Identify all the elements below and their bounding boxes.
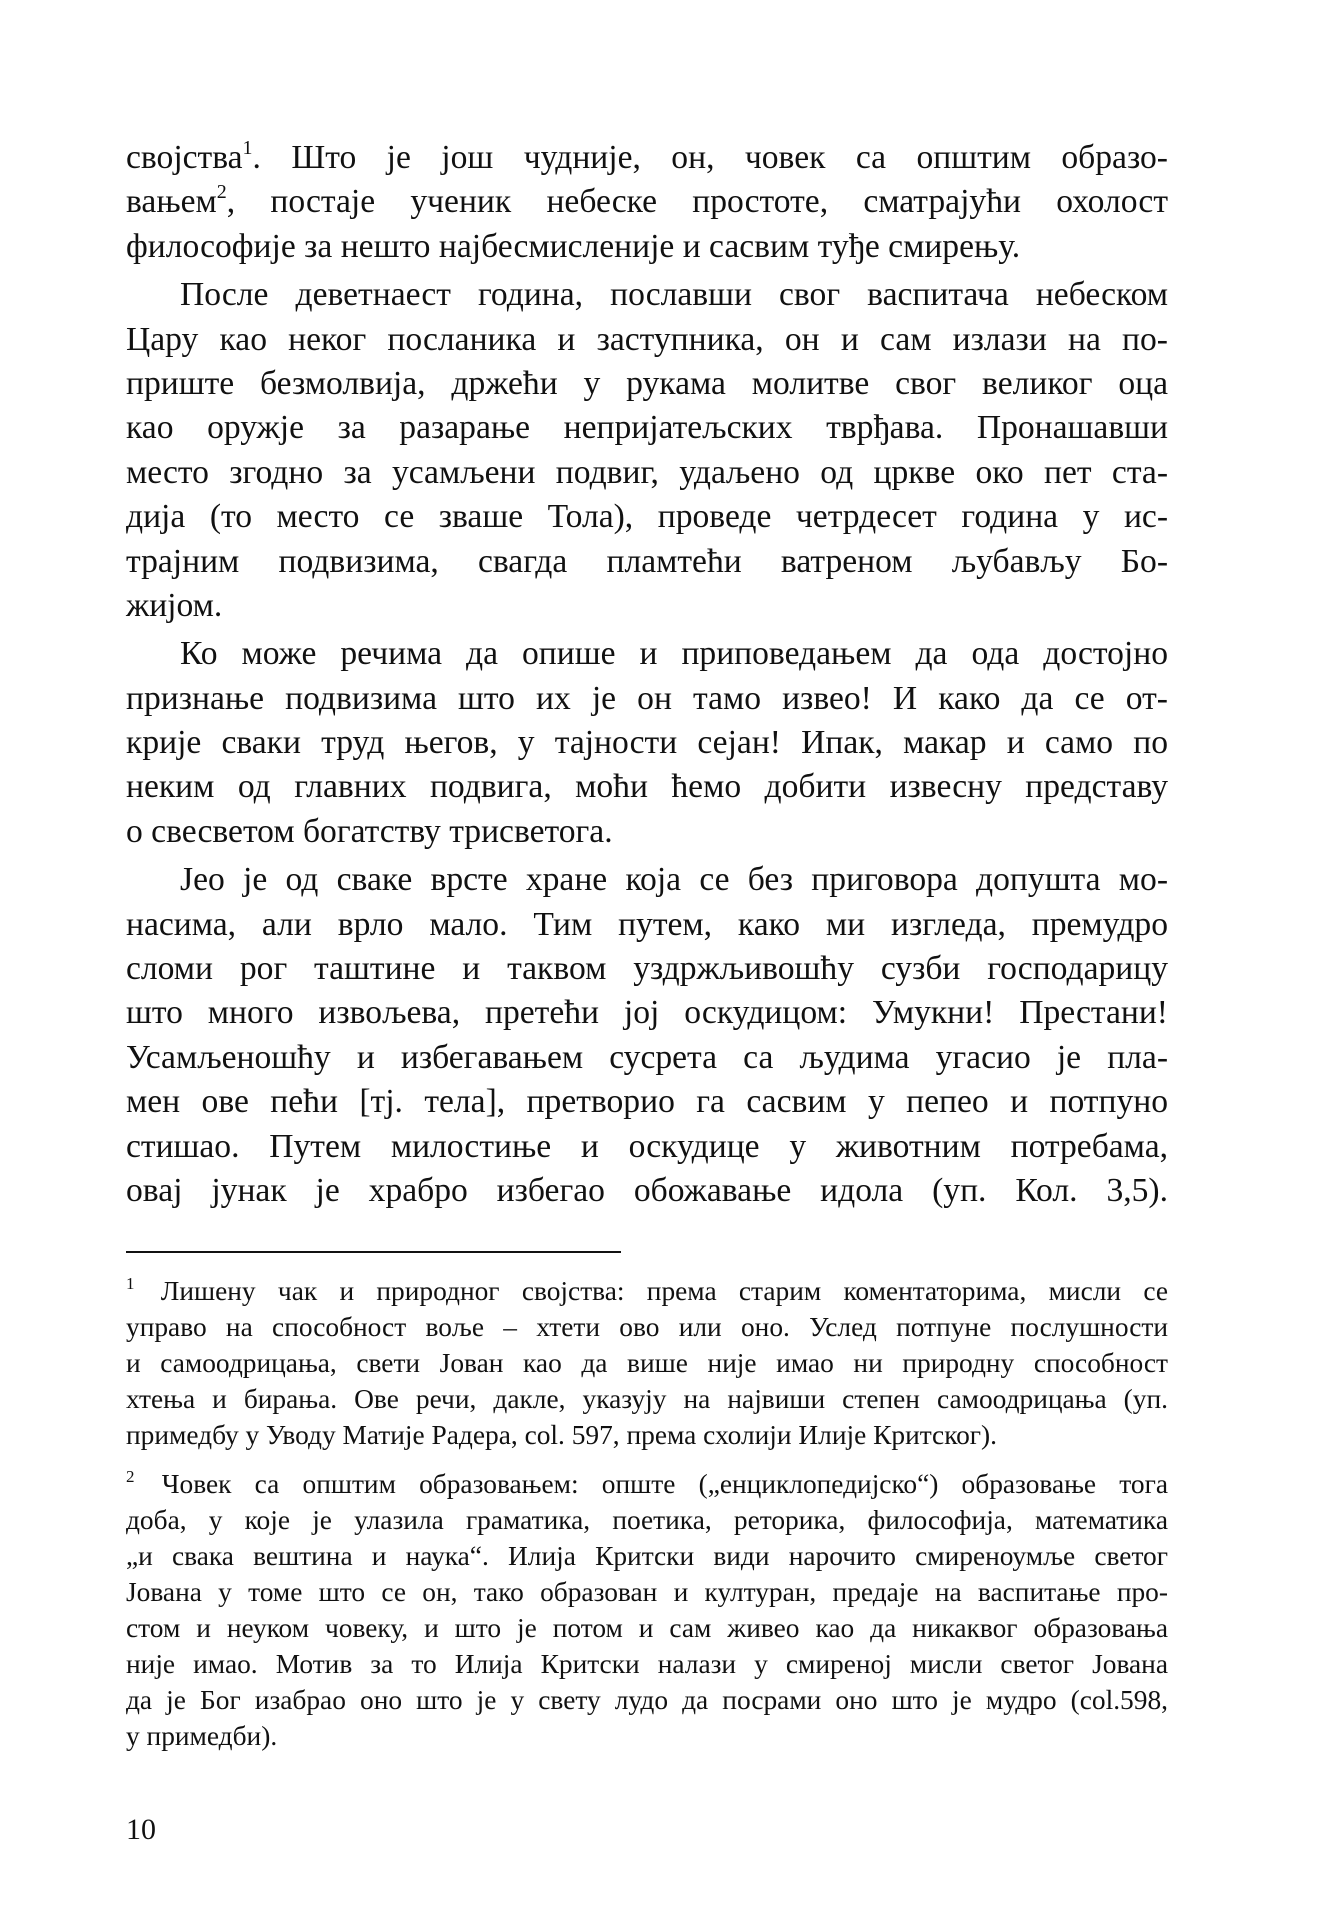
footnote-line: хтења и бирања. Ове речи, дакле, указују на највиши степен самоодрицања (уп.	[126, 1383, 1168, 1414]
footnote-1	[126, 1274, 1168, 1453]
text-line: као оружје за разарање непријатељских тврђава. Пронашавши	[126, 409, 1168, 447]
footnote-line: стом и неуком човеку, и што је потом и сам живео као да никаквог образовања	[126, 1613, 1168, 1644]
text-line: неким од главних подвига, моћи ћемо добити извесну представу	[126, 768, 1168, 806]
footnotes	[126, 1274, 1168, 1755]
page-number: 10	[126, 1813, 156, 1846]
footnote-2	[126, 1467, 1168, 1754]
text-line: После деветнаест година, пославши свог васпитача небеском	[180, 276, 1168, 314]
text-segment: , постаје ученик небеске простоте, сматрајући охолост	[226, 183, 1168, 221]
text-line: сломи рог таштине и таквом уздржљивошћу сузби господарицу	[126, 950, 1168, 988]
text-line: насима, али врло мало. Тим путем, како ми изгледа, премудро	[126, 905, 1168, 943]
text-line: о свесветом богатству трисветога.	[126, 812, 613, 850]
text-line	[126, 180, 1168, 224]
text-line: трајним подвизима, свагда пламтећи ватреном љубављу Бо-	[126, 542, 1168, 580]
text-line: Јео је од сваке врсте хране која се без приговора допушта мо-	[180, 861, 1168, 899]
text-line: дија (то место се зваше Тола), проведе четрдесет година у ис-	[126, 498, 1168, 536]
footnote-divider	[126, 1251, 621, 1253]
footnote-line: Јована у томе што се он, тако образован и културан, предаје на васпитање про-	[126, 1577, 1168, 1608]
footnote-line: да је Бог изабрао оно што је у свету лудо да посрами оно што је мудро (col.598,	[126, 1684, 1168, 1715]
paragraph-3	[126, 632, 1168, 854]
text-segment: . Што је још чудније, он, човек са општим образо-	[252, 139, 1168, 176]
footnote-line: примедбу у Уводу Матије Радера, col. 597, према схолији Илије Критског).	[126, 1419, 998, 1450]
footnote-line: доба, у које је улазила граматика, поетика, реторика, философија, математика	[126, 1505, 1168, 1536]
footnote-line: у примедби).	[126, 1720, 278, 1751]
text-line: философије за нешто најбесмисленије и сасвим туђе смирењу.	[126, 227, 1021, 265]
text-line: што много извољева, претећи јој оскудицом: Умукни! Престани!	[126, 994, 1168, 1032]
paragraph-1	[126, 136, 1168, 269]
text-line: овај јунак је храбро избегао обожавање идола (уп. Кол. 3,5).	[126, 1171, 1168, 1209]
main-text	[126, 136, 1168, 1213]
footnote-line: није имао. Мотив за то Илија Критски налази у смиреној мисли светог Јована	[126, 1648, 1168, 1679]
text-segment: Човек са општим образовањем: опште („енциклопедијско“) образовање тога	[138, 1469, 1168, 1500]
footnote-number: 2	[126, 1467, 135, 1487]
text-line: жијом.	[126, 586, 223, 624]
footnote-marker-2[interactable]: 2	[216, 181, 227, 204]
text-line: место згодно за усамљени подвиг, удаљено од цркве око пет ста-	[126, 453, 1168, 491]
footnote-number: 1	[126, 1274, 135, 1293]
footnote-line	[126, 1467, 1168, 1503]
text-line: Цару као неког посланика и заступника, он и сам излази на по-	[126, 320, 1168, 358]
text-segment: вањем	[126, 183, 217, 221]
text-line: признање подвизима што их је он тамо извео! И како да се от-	[126, 679, 1168, 717]
paragraph-2	[126, 273, 1168, 628]
footnote-line: „и свака вештина и наука“. Илија Критски види нарочито смиреноумље светог	[126, 1541, 1168, 1572]
footnote-line: и самоодрицања, свети Јован као да више није имао ни природну способност	[126, 1347, 1168, 1378]
text-line: Усамљеношћу и избегавањем сусрета са људима угасио је пла-	[126, 1038, 1168, 1076]
text-line: стишао. Путем милостиње и оскудице у животним потребама,	[126, 1127, 1168, 1165]
footnote-line	[126, 1274, 1168, 1310]
text-line: Ко може речима да опише и приповедањем да ода достојно	[180, 635, 1168, 673]
text-line: мен ове пећи [тј. тела], претворио га сасвим у пепео и потпуно	[126, 1083, 1168, 1121]
text-line: приште безмолвија, држећи у рукама молитве свог великог оца	[126, 364, 1168, 402]
footnote-marker-1[interactable]: 1	[242, 137, 253, 159]
footnote-line: управо на способност воље – хтети ово или оно. Услед потпуне послушности	[126, 1311, 1168, 1342]
text-segment: Лишену чак и природног својства: према старим коментаторима, мисли се	[138, 1276, 1168, 1306]
text-line	[126, 136, 1168, 180]
paragraph-4	[126, 858, 1168, 1213]
text-segment: својства	[126, 139, 243, 176]
text-line: крије сваки труд његов, у тајности сејан! Ипак, макар и само по	[126, 724, 1168, 762]
